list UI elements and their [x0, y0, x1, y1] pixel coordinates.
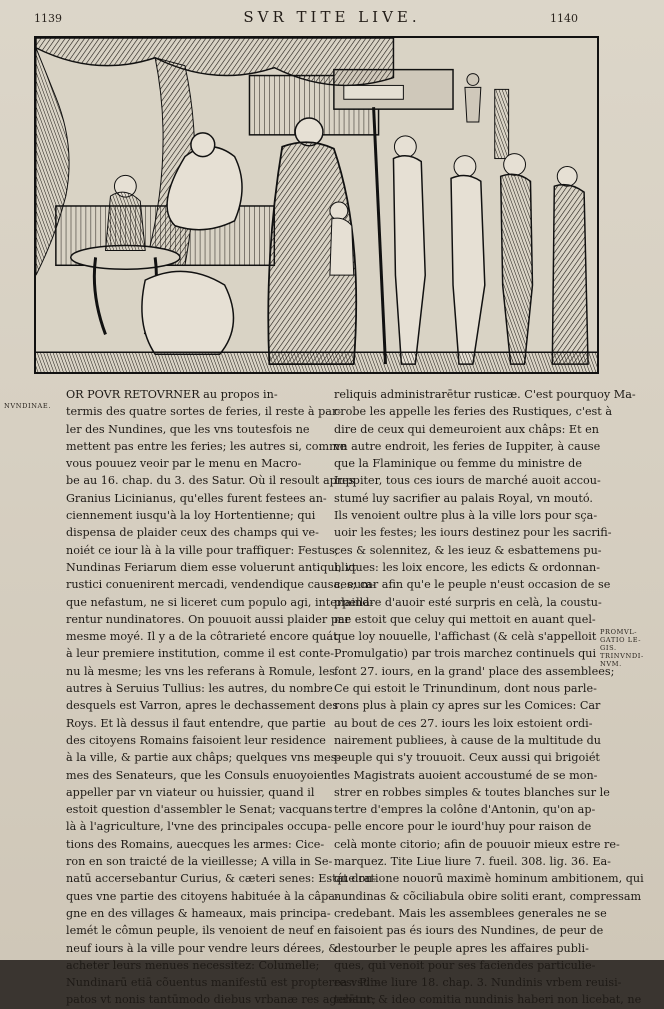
text-line: reliquis administrarētur rusticæ. C'est pourquoy Ma- — [334, 388, 636, 401]
text-line: plaindre d'auoir esté surpris en celà, la coustu- — [334, 595, 602, 609]
text-line: lemét le cômun peuple, ils venoient de neuf en — [66, 924, 331, 938]
text-line: Ce qui estoit le Trinundinum, dont nous parle- — [334, 682, 597, 696]
text-line: ler des Nundines, que les vns toutesfois ne — [66, 422, 310, 436]
text-line: autres à Seruius Tullius: les autres, du nombre — [66, 682, 333, 696]
text-line: nairement publiees, à cause de la multitude du — [334, 733, 601, 747]
text-line: rustici conuenirent mercadi, vendendique causa, eum- — [66, 578, 376, 592]
woodcut-scene — [36, 38, 597, 372]
page-header — [0, 8, 664, 30]
text-line: celà monte citorio; afin de pouuoir mieux estre re- — [334, 837, 620, 851]
text-line: estoit question d'assembler le Senat; vacquans — [66, 803, 333, 817]
text-line: crobe les appelle les feries des Rustiques, c'est à — [334, 405, 613, 419]
text-line: patos vt nonis tantūmodo diebus vrbanæ res agerētur; — [66, 993, 376, 1007]
margin-note-line: GATIO LE- — [600, 636, 642, 644]
margin-note-promulgatio — [600, 628, 660, 668]
text-line: vous pouuez veoir par le menu en Macro- — [66, 457, 302, 471]
text-line: là à l'agriculture, l'vne des principales occupa- — [66, 820, 332, 834]
text-line: pelle encore pour le iourd'huy pour raison de — [334, 820, 592, 834]
text-line: Roys. Et là dessus il faut entendre, que partie — [66, 716, 326, 730]
text-line: tertre d'empres la colône d'Antonin, qu'on ap- — [334, 803, 596, 817]
text-line: neuf iours à la ville pour vendre leurs dérees, & — [66, 941, 339, 955]
margin-note-line: PROMVL- — [600, 628, 638, 636]
woodcut-illustration — [34, 36, 599, 374]
text-line: ces; car afin qu'e le peuple n'eust occasion de se — [334, 578, 611, 592]
text-line: Iuppiter, tous ces iours de marché auoit accou- — [334, 474, 601, 488]
text-line: ron en son traicté de la vieillesse; A villa in Se- — [66, 855, 333, 869]
text-line: gne en des villages & hameaux, mais principa- — [66, 906, 331, 920]
text-line: que loy nouuelle, l'affichast (& celà s'appelloit — [334, 630, 597, 644]
text-line: natū accersebantur Curius, & cæteri senes: Estát don- — [66, 872, 377, 886]
text-line: appeller par vn viateur ou huissier, quand il — [66, 785, 315, 799]
text-line: tebant: & ideo comitia nundinis haberi non licebat, ne — [334, 993, 642, 1007]
text-line: rentur nundinatores. On pouuoit aussi plaider par — [66, 612, 351, 626]
text-line: faisoient pas és iours des Nundines, de peur de — [334, 924, 604, 938]
text-line: OR POVR RETOVRNER au propos in- — [66, 388, 278, 401]
text-line: les Magistrats auoient accoustumé de se mon- — [334, 768, 598, 782]
text-line: à la ville, & partie aux châps; quelques vns mes- — [66, 751, 341, 765]
text-line: termis des quatre sortes de feries, il reste à par- — [66, 405, 342, 419]
text-line: res: Pline liure 18. chap. 3. Nundinis vrbem reuisi- — [334, 976, 622, 990]
text-line: à leur premiere institution, comme il est conte- — [66, 647, 335, 661]
text-line: ques vne partie des citoyens habituée à la câpa- — [66, 889, 339, 903]
text-line: rons plus à plain cy apres sur les Comices: Car — [334, 699, 601, 713]
text-line: tions des Romains, auecques les armes: Cice- — [66, 837, 325, 851]
text-line: noiét ce iour là à la ville pour traffiquer: Festus; — [66, 543, 339, 557]
text-line: marquez. Tite Liue liure 7. fueil. 308. lig. 36. Ea- — [334, 855, 611, 869]
text-line: strer en robbes simples & toutes blanches sur le — [334, 785, 610, 799]
text-line: nundinas & cõciliabula obire soliti erant, compressam — [334, 889, 642, 903]
text-line: stumé luy sacrifier au palais Royal, vn moutó. — [334, 491, 593, 505]
text-line: Granius Licinianus, qu'elles furent festees an- — [66, 491, 327, 505]
text-line: ces & solennitez, & les ieuz & esbattemens pu- — [334, 543, 602, 557]
page-number-right: 1140 — [550, 12, 578, 25]
page-number-left: 1139 — [34, 12, 62, 25]
text-line: ques, qui venoit pour ses faciendes particulie- — [334, 958, 596, 972]
column — [495, 89, 509, 158]
text-line: be au 16. chap. du 3. des Satur. Où il resoult apres — [66, 474, 355, 488]
running-title: SVR TITE LIVE. — [243, 8, 421, 26]
text-line: mesme moyé. Il y a de la côtrarieté encore quát — [66, 630, 338, 644]
text-line: que ratione nouorū maximè hominum ambitionem, qui — [334, 872, 644, 886]
text-column-left — [66, 386, 380, 1009]
text-line: des citoyens Romains faisoient leur residence — [66, 733, 326, 747]
margin-note-line: GIS. — [600, 644, 617, 652]
text-line: acheter leurs menues necessitez: Columelle; — [66, 958, 320, 972]
text-line: desquels est Varron, apres le dechassement des — [66, 699, 339, 713]
text-line: au bout de ces 27. iours les loix estoient ordi- — [334, 716, 593, 730]
text-line: dire de ceux qui demeuroient aux châps: Et en — [334, 422, 599, 436]
text-line: que nefastum, ne si liceret cum populo agi, interpella- — [66, 595, 374, 609]
text-line: peuple qui s'y trouuoit. Ceux aussi qui brigoiét — [334, 751, 600, 765]
text-line: que la Flaminique ou femme du ministre de — [334, 457, 582, 471]
text-line: ciennement iusqu'à la loy Hortentienne; qui — [66, 509, 316, 523]
margin-note-line: TRINVNDI- — [600, 652, 644, 660]
text-line: dispensa de plaider ceux des champs qui ve- — [66, 526, 319, 540]
text-line: me estoit que celuy qui mettoit en auant quel- — [334, 612, 596, 626]
text-line: font 27. iours, en la grand' place des assemblees; — [334, 664, 615, 678]
text-line: mettent pas entre les feries; les autres si, comme — [66, 439, 347, 453]
text-line: nu là mesme; les vns les referans à Romule, les — [66, 664, 335, 678]
text-line: Ils venoient oultre plus à la ville lors pour sça- — [334, 509, 598, 523]
margin-note-line: NVM. — [600, 660, 622, 668]
text-line: credebant. Mais les assemblees generales ne se — [334, 906, 607, 920]
text-line: vn autre endroit, les feries de Iuppiter, à cause — [334, 439, 601, 453]
text-line: destourber le peuple apres les affaires publi- — [334, 941, 589, 955]
text-line: Promulgatio) par trois marchez continuels qui — [334, 647, 597, 661]
margin-note-nundinae: NVNDINAE. — [4, 402, 52, 410]
text-line: Nundinas Feriarum diem esse voluerunt antiqui, vt — [66, 560, 357, 574]
text-line: bliques: les loix encore, les edicts & ordonnan- — [334, 560, 601, 574]
text-line: Nundinarū etiā cõuentus manifestū est propterea vsur- — [66, 976, 380, 990]
text-line: uoir les festes; les iours destinez pour les sacrifi- — [334, 526, 612, 540]
text-line: mes des Senateurs, que les Consuls enuoyoient — [66, 768, 336, 782]
